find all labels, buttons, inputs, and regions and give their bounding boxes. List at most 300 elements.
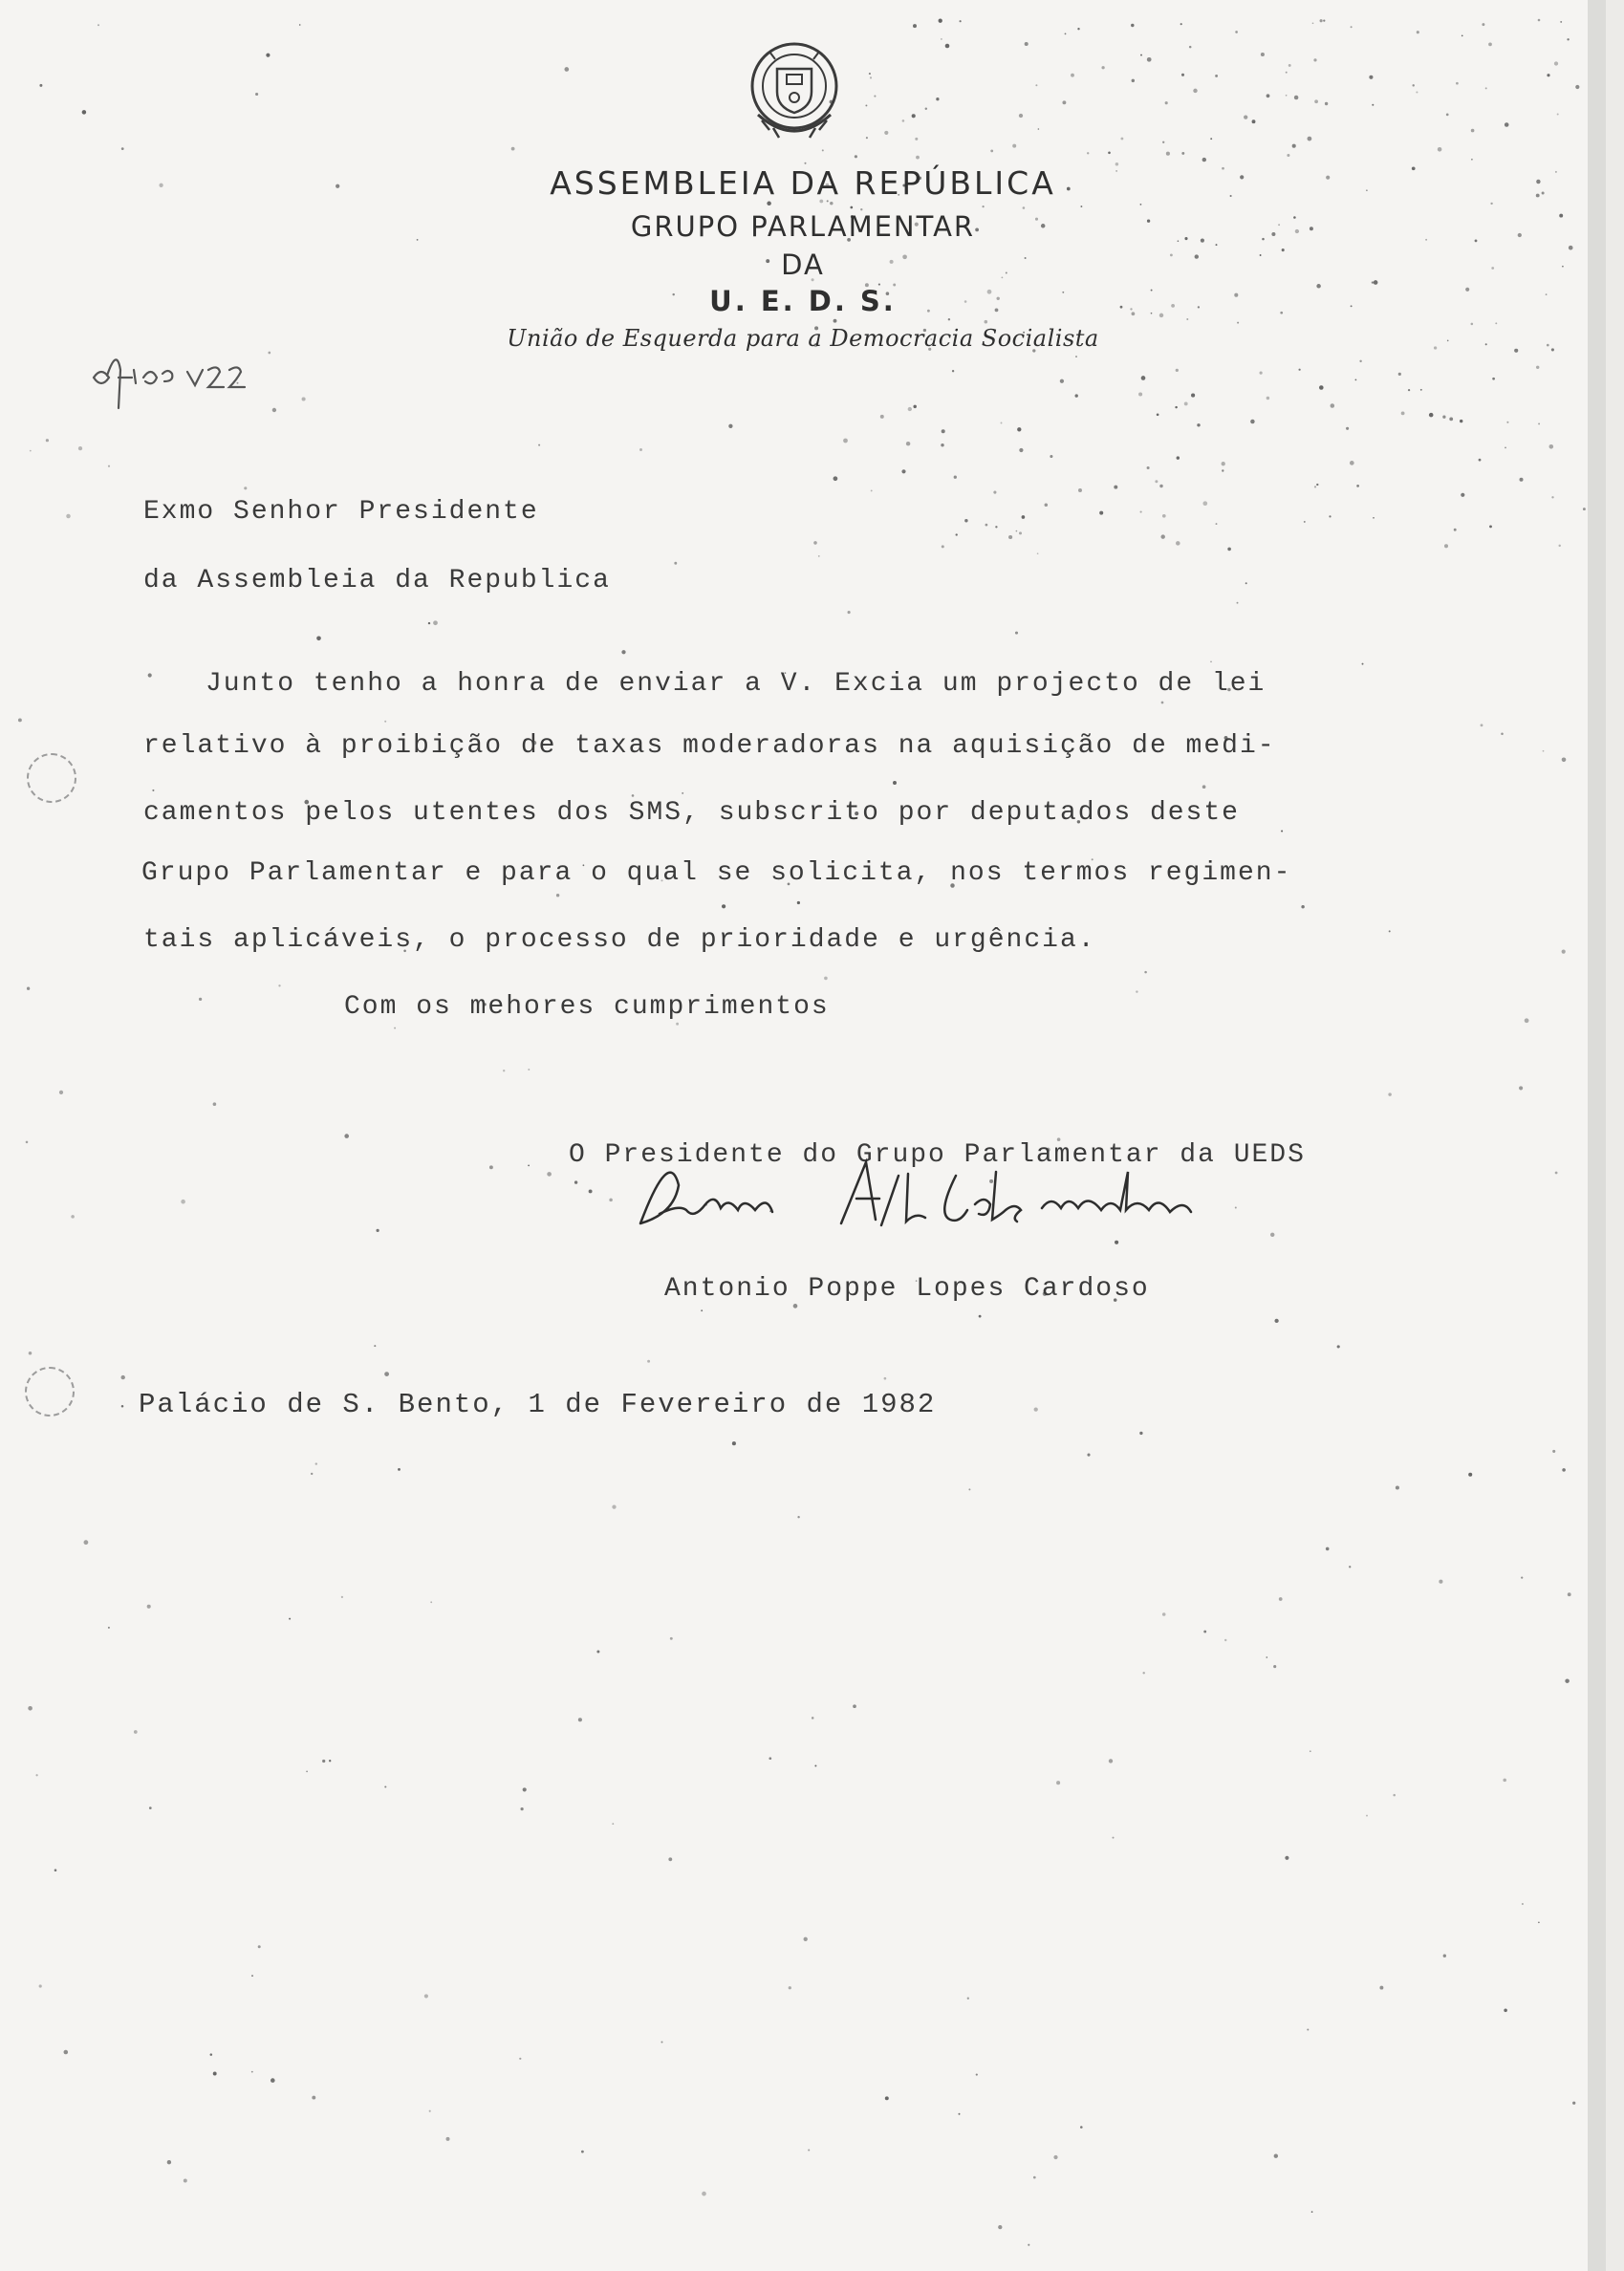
speckle-dot xyxy=(942,545,944,548)
speckle-dot xyxy=(1138,392,1142,396)
speckle-dot xyxy=(1142,1672,1144,1674)
group-connector: DA xyxy=(781,249,825,281)
speckle-dot xyxy=(942,429,945,433)
speckle-dot xyxy=(1165,101,1168,104)
speckle-dot xyxy=(1372,281,1374,283)
speckle-dot xyxy=(1147,57,1152,62)
speckle-dot xyxy=(547,1172,552,1177)
speckle-dot xyxy=(793,1304,798,1309)
speckle-dot xyxy=(1181,152,1184,155)
speckle-dot xyxy=(384,721,386,723)
speckle-dot xyxy=(1160,534,1164,538)
speckle-dot xyxy=(959,2113,961,2115)
speckle-dot xyxy=(1479,459,1482,462)
speckle-dot xyxy=(1038,128,1040,130)
speckle-dot xyxy=(1131,24,1134,27)
speckle-dot xyxy=(1346,427,1349,430)
speckle-dot xyxy=(1037,552,1039,554)
speckle-dot xyxy=(1285,1856,1288,1860)
speckle-dot xyxy=(1202,158,1206,162)
speckle-dot xyxy=(1114,486,1117,489)
speckle-dot xyxy=(866,137,868,139)
speckle-dot xyxy=(1274,1319,1278,1323)
speckle-dot xyxy=(1216,244,1218,246)
speckle-dot xyxy=(1503,1779,1506,1783)
speckle-dot xyxy=(1438,147,1442,152)
speckle-dot xyxy=(302,397,306,400)
speckle-dot xyxy=(941,38,942,40)
speckle-dot xyxy=(1050,455,1052,458)
speckle-dot xyxy=(108,465,110,467)
speckle-dot xyxy=(1349,1566,1351,1568)
speckle-dot xyxy=(1489,525,1492,528)
speckle-dot xyxy=(82,110,87,115)
speckle-dot xyxy=(1101,66,1104,69)
speckle-dot xyxy=(251,1975,253,1977)
speckle-dot xyxy=(1210,138,1212,140)
speckle-dot xyxy=(732,1441,736,1445)
speckle-dot xyxy=(35,1774,37,1776)
speckle-dot xyxy=(1260,372,1263,375)
speckle-dot xyxy=(979,1315,982,1318)
speckle-dot xyxy=(84,1540,89,1545)
speckle-dot xyxy=(998,2225,1002,2229)
punch-hole-mark xyxy=(25,1367,75,1417)
speckle-dot xyxy=(1320,19,1323,22)
speckle-dot xyxy=(1468,1473,1472,1477)
speckle-dot xyxy=(1022,515,1026,519)
speckle-dot xyxy=(1521,1576,1523,1578)
speckle-dot xyxy=(1393,1794,1396,1797)
speckle-dot xyxy=(1555,1172,1558,1175)
speckle-dot xyxy=(1308,137,1312,141)
speckle-dot xyxy=(1034,1407,1038,1411)
speckle-dot xyxy=(870,76,872,78)
speckle-dot xyxy=(1488,43,1492,47)
speckle-dot xyxy=(255,93,258,96)
speckle-dot xyxy=(722,904,725,908)
speckle-dot xyxy=(1216,523,1218,525)
speckle-dot xyxy=(1314,99,1318,103)
speckle-dot xyxy=(834,319,837,323)
speckle-dot xyxy=(272,408,276,412)
speckle-dot xyxy=(289,1618,291,1620)
speckle-dot xyxy=(1560,21,1562,23)
speckle-dot xyxy=(1132,79,1135,82)
speckle-dot xyxy=(376,1229,379,1232)
speckle-dot xyxy=(108,1627,110,1629)
speckle-dot xyxy=(1329,515,1331,517)
speckle-dot xyxy=(1454,529,1457,531)
speckle-dot xyxy=(668,1857,672,1861)
speckle-dot xyxy=(1492,378,1495,380)
speckle-dot xyxy=(1538,422,1540,424)
speckle-dot xyxy=(299,24,301,26)
speckle-dot xyxy=(1444,544,1448,548)
speckle-dot xyxy=(503,1070,505,1071)
speckle-dot xyxy=(1235,31,1238,33)
speckle-dot xyxy=(446,2137,450,2141)
speckle-dot xyxy=(1350,461,1354,465)
speckle-dot xyxy=(521,1807,524,1810)
speckle-dot xyxy=(967,1998,969,2000)
speckle-dot xyxy=(1077,28,1079,30)
signatory-role: O Presidente do Grupo Parlamentar da UEDS xyxy=(569,1140,1306,1170)
speckle-dot xyxy=(147,1605,151,1609)
speckle-dot xyxy=(184,2179,187,2183)
speckle-dot xyxy=(1177,456,1180,459)
speckle-dot xyxy=(1307,2028,1309,2030)
speckle-dot xyxy=(908,407,912,411)
speckle-dot xyxy=(609,1199,613,1202)
punch-hole-mark xyxy=(27,753,76,803)
speckle-dot xyxy=(1351,26,1353,28)
speckle-dot xyxy=(676,1023,679,1026)
body-line-1: Junto tenho a honra de enviar a V. Excia um projecto de lei xyxy=(206,669,1267,699)
closing-line: Com os mehores cumprimentos xyxy=(344,992,830,1022)
speckle-dot xyxy=(1025,42,1029,46)
speckle-dot xyxy=(210,2053,213,2056)
speckle-dot xyxy=(912,114,916,118)
speckle-dot xyxy=(1210,660,1212,662)
speckle-dot xyxy=(519,2058,521,2060)
speckle-dot xyxy=(936,97,939,100)
speckle-dot xyxy=(1162,141,1164,143)
speckle-dot xyxy=(121,1375,125,1379)
speckle-dot xyxy=(1471,159,1473,161)
speckle-dot xyxy=(1140,54,1142,56)
speckle-dot xyxy=(1065,33,1067,35)
speckle-dot xyxy=(804,1937,808,1941)
speckle-dot xyxy=(578,1718,582,1721)
speckle-dot xyxy=(1033,2176,1036,2179)
speckle-dot xyxy=(660,2041,662,2043)
speckle-dot xyxy=(1157,413,1159,416)
speckle-dot xyxy=(1287,154,1289,157)
speckle-dot xyxy=(1189,46,1192,49)
speckle-dot xyxy=(1481,724,1483,726)
speckle-dot xyxy=(1572,2102,1575,2105)
speckle-dot xyxy=(1175,406,1177,408)
speckle-dot xyxy=(1543,750,1545,752)
speckle-dot xyxy=(1388,1092,1391,1095)
speckle-dot xyxy=(429,2110,431,2112)
speckle-dot xyxy=(1144,971,1147,974)
speckle-dot xyxy=(1355,379,1357,381)
speckle-dot xyxy=(769,1757,771,1760)
speckle-dot xyxy=(1420,389,1422,391)
speckle-dot xyxy=(1215,75,1218,77)
speckle-dot xyxy=(1060,379,1064,383)
speckle-dot xyxy=(1562,1468,1566,1472)
speckle-dot xyxy=(258,1945,261,1948)
speckle-dot xyxy=(316,637,321,641)
speckle-dot xyxy=(1449,418,1453,422)
speckle-dot xyxy=(902,119,905,122)
speckle-dot xyxy=(1505,446,1506,448)
addressee-line-2: da Assembleia da Republica xyxy=(143,566,611,595)
speckle-dot xyxy=(1193,89,1197,93)
speckle-dot xyxy=(822,149,824,151)
speckle-dot xyxy=(78,446,82,450)
speckle-dot xyxy=(1274,2154,1278,2158)
speckle-dot xyxy=(990,150,993,153)
speckle-dot xyxy=(1417,31,1419,33)
speckle-dot xyxy=(1227,548,1231,552)
speckle-dot xyxy=(1136,990,1137,992)
speckle-dot xyxy=(1551,496,1553,498)
speckle-dot xyxy=(1197,423,1200,426)
speckle-dot xyxy=(1176,369,1179,372)
speckle-dot xyxy=(39,1984,42,1987)
speckle-dot xyxy=(1408,389,1410,391)
speckle-dot xyxy=(1549,444,1554,449)
speckle-dot xyxy=(1567,38,1569,40)
speckle-dot xyxy=(1288,64,1291,67)
speckle-dot xyxy=(1325,102,1328,105)
speckle-dot xyxy=(528,1165,530,1167)
speckle-dot xyxy=(813,541,817,545)
speckle-dot xyxy=(647,1360,650,1363)
speckle-dot xyxy=(1181,74,1184,76)
speckle-dot xyxy=(1028,2244,1029,2246)
speckle-dot xyxy=(213,1102,217,1106)
speckle-dot xyxy=(538,444,540,446)
page-edge xyxy=(1588,0,1606,2271)
speckle-dot xyxy=(424,1994,428,1998)
speckle-dot xyxy=(581,2151,584,2153)
speckle-dot xyxy=(268,352,271,355)
speckle-dot xyxy=(814,1765,816,1767)
speckle-dot xyxy=(702,2192,706,2196)
speckle-dot xyxy=(1568,1592,1571,1596)
speckle-dot xyxy=(1140,511,1142,513)
speckle-dot xyxy=(1015,632,1018,635)
speckle-dot xyxy=(329,1760,331,1762)
speckle-dot xyxy=(394,1027,396,1029)
speckle-dot xyxy=(26,1141,29,1144)
speckle-dot xyxy=(428,622,430,624)
speckle-dot xyxy=(1456,82,1459,85)
speckle-dot xyxy=(812,1717,814,1719)
speckle-dot xyxy=(244,487,247,489)
speckle-dot xyxy=(1471,129,1475,133)
speckle-dot xyxy=(1286,72,1288,74)
speckle-dot xyxy=(701,1309,703,1311)
party-acronym: U. E. D. S. xyxy=(709,285,897,317)
speckle-dot xyxy=(1159,485,1162,487)
speckle-dot xyxy=(1583,508,1586,510)
speckle-dot xyxy=(152,789,154,791)
speckle-dot xyxy=(1078,488,1082,492)
speckle-dot xyxy=(1267,397,1269,400)
speckle-dot xyxy=(682,792,683,794)
speckle-dot xyxy=(1001,422,1003,424)
speckle-dot xyxy=(1565,1678,1570,1683)
speckle-dot xyxy=(1141,376,1146,380)
speckle-dot xyxy=(985,320,988,324)
speckle-dot xyxy=(1301,905,1304,908)
speckle-dot xyxy=(322,1760,325,1763)
speckle-dot xyxy=(344,1134,349,1138)
speckle-dot xyxy=(954,476,957,479)
speckle-dot xyxy=(1180,23,1182,25)
body-line-4: Grupo Parlamentar e para o qual se solicita, nos termos regimen- xyxy=(141,858,1292,888)
speckle-dot xyxy=(960,20,962,22)
speckle-dot xyxy=(1202,501,1207,506)
speckle-dot xyxy=(853,1704,856,1708)
speckle-dot xyxy=(1017,427,1021,431)
speckle-dot xyxy=(511,147,515,151)
speckle-dot xyxy=(1286,95,1288,97)
speckle-dot xyxy=(1186,318,1188,320)
speckle-dot xyxy=(1547,74,1549,76)
speckle-dot xyxy=(564,67,569,72)
speckle-dot xyxy=(1035,84,1037,86)
party-full-name: União de Esquerda para a Democracia Socialista xyxy=(507,325,1099,352)
institution-name: ASSEMBLEIA DA REPÚBLICA xyxy=(550,164,1056,202)
speckle-dot xyxy=(306,1771,308,1773)
speckle-dot xyxy=(995,526,997,528)
speckle-dot xyxy=(1490,203,1492,205)
speckle-dot xyxy=(1237,322,1239,324)
speckle-dot xyxy=(1045,504,1049,508)
speckle-dot xyxy=(1267,94,1270,97)
speckle-dot xyxy=(1439,1580,1442,1584)
speckle-dot xyxy=(1023,206,1026,209)
speckle-dot xyxy=(1245,582,1247,584)
speckle-dot xyxy=(28,1706,32,1711)
speckle-dot xyxy=(1562,950,1566,954)
speckle-dot xyxy=(1552,1450,1555,1453)
speckle-dot xyxy=(874,96,876,97)
speckle-dot xyxy=(1113,1837,1115,1839)
speckle-dot xyxy=(311,1473,313,1475)
speckle-dot xyxy=(1140,204,1142,205)
speckle-dot xyxy=(797,901,800,904)
speckle-dot xyxy=(885,2096,889,2100)
speckle-dot xyxy=(880,415,884,419)
speckle-dot xyxy=(1396,1485,1399,1489)
speckle-dot xyxy=(39,84,42,87)
speckle-dot xyxy=(59,1091,63,1094)
speckle-dot xyxy=(97,24,99,26)
speckle-dot xyxy=(1311,2211,1313,2213)
speckle-dot xyxy=(1191,394,1195,398)
speckle-dot xyxy=(1075,356,1077,357)
speckle-dot xyxy=(1266,1656,1267,1658)
speckle-dot xyxy=(893,781,897,785)
speckle-dot xyxy=(312,2096,315,2100)
speckle-dot xyxy=(1562,758,1567,763)
speckle-dot xyxy=(1557,114,1559,116)
speckle-dot xyxy=(27,987,30,990)
speckle-dot xyxy=(1416,91,1418,93)
speckle-dot xyxy=(1155,480,1158,483)
speckle-dot xyxy=(834,476,838,481)
speckle-dot xyxy=(528,1069,530,1071)
speckle-dot xyxy=(1310,1750,1311,1752)
speckle-dot xyxy=(384,1785,386,1787)
speckle-dot xyxy=(941,443,943,446)
speckle-dot xyxy=(843,439,848,443)
speckle-dot xyxy=(1166,152,1170,156)
addressee-line-1: Exmo Senhor Presidente xyxy=(143,497,539,527)
speckle-dot xyxy=(865,104,867,106)
speckle-dot xyxy=(850,206,853,209)
speckle-dot xyxy=(1401,411,1405,415)
speckle-dot xyxy=(1292,144,1296,148)
coat-of-arms-seal-icon xyxy=(741,38,848,148)
speckle-dot xyxy=(1161,702,1164,704)
speckle-dot xyxy=(767,202,771,206)
speckle-dot xyxy=(1184,401,1188,405)
speckle-dot xyxy=(1326,1547,1330,1551)
speckle-dot xyxy=(589,1189,593,1193)
speckle-dot xyxy=(1356,485,1359,487)
speckle-dot xyxy=(374,1345,376,1347)
speckle-dot xyxy=(1525,1018,1529,1023)
speckle-dot xyxy=(1398,373,1401,376)
speckle-dot xyxy=(1222,469,1223,471)
speckle-dot xyxy=(278,984,280,986)
speckle-dot xyxy=(1053,2155,1057,2159)
speckle-dot xyxy=(1202,785,1206,789)
speckle-dot xyxy=(148,673,152,677)
speckle-dot xyxy=(964,519,967,522)
speckle-dot xyxy=(1147,466,1150,469)
speckle-dot xyxy=(1519,1086,1523,1090)
speckle-dot xyxy=(1323,19,1325,21)
speckle-dot xyxy=(489,1165,493,1169)
speckle-dot xyxy=(728,424,732,428)
speckle-dot xyxy=(1252,119,1256,123)
speckle-dot xyxy=(1176,541,1180,546)
body-line-2: relativo à proibição de taxas moderadoras na aquisição de medi- xyxy=(143,731,1276,761)
speckle-dot xyxy=(1298,369,1300,371)
speckle-dot xyxy=(1237,602,1239,604)
speckle-dot xyxy=(1222,462,1225,465)
speckle-dot xyxy=(1162,514,1166,518)
speckle-dot xyxy=(916,156,920,160)
handwritten-signature xyxy=(621,1157,1281,1262)
speckle-dot xyxy=(1337,1345,1340,1348)
speckle-dot xyxy=(1429,413,1434,418)
body-line-3: camentos pelos utentes dos SMS, subscrito por deputados deste xyxy=(143,798,1240,828)
speckle-dot xyxy=(29,1352,32,1355)
speckle-dot xyxy=(1495,322,1497,324)
speckle-dot xyxy=(869,73,871,75)
speckle-dot xyxy=(1359,360,1361,362)
speckle-dot xyxy=(18,718,22,722)
speckle-dot xyxy=(1313,58,1316,61)
speckle-dot xyxy=(1461,493,1464,497)
speckle-dot xyxy=(1080,2126,1083,2129)
speckle-dot xyxy=(523,1787,527,1791)
speckle-dot xyxy=(632,794,635,797)
speckle-dot xyxy=(956,533,958,535)
speckle-dot xyxy=(1244,115,1247,119)
speckle-dot xyxy=(621,650,625,654)
speckle-dot xyxy=(1319,385,1324,390)
speckle-dot xyxy=(46,439,49,442)
speckle-dot xyxy=(1369,76,1373,79)
speckle-dot xyxy=(884,1377,887,1380)
speckle-dot xyxy=(884,131,888,135)
speckle-dot xyxy=(1071,74,1074,77)
speckle-dot xyxy=(939,19,942,23)
speckle-dot xyxy=(66,514,71,519)
